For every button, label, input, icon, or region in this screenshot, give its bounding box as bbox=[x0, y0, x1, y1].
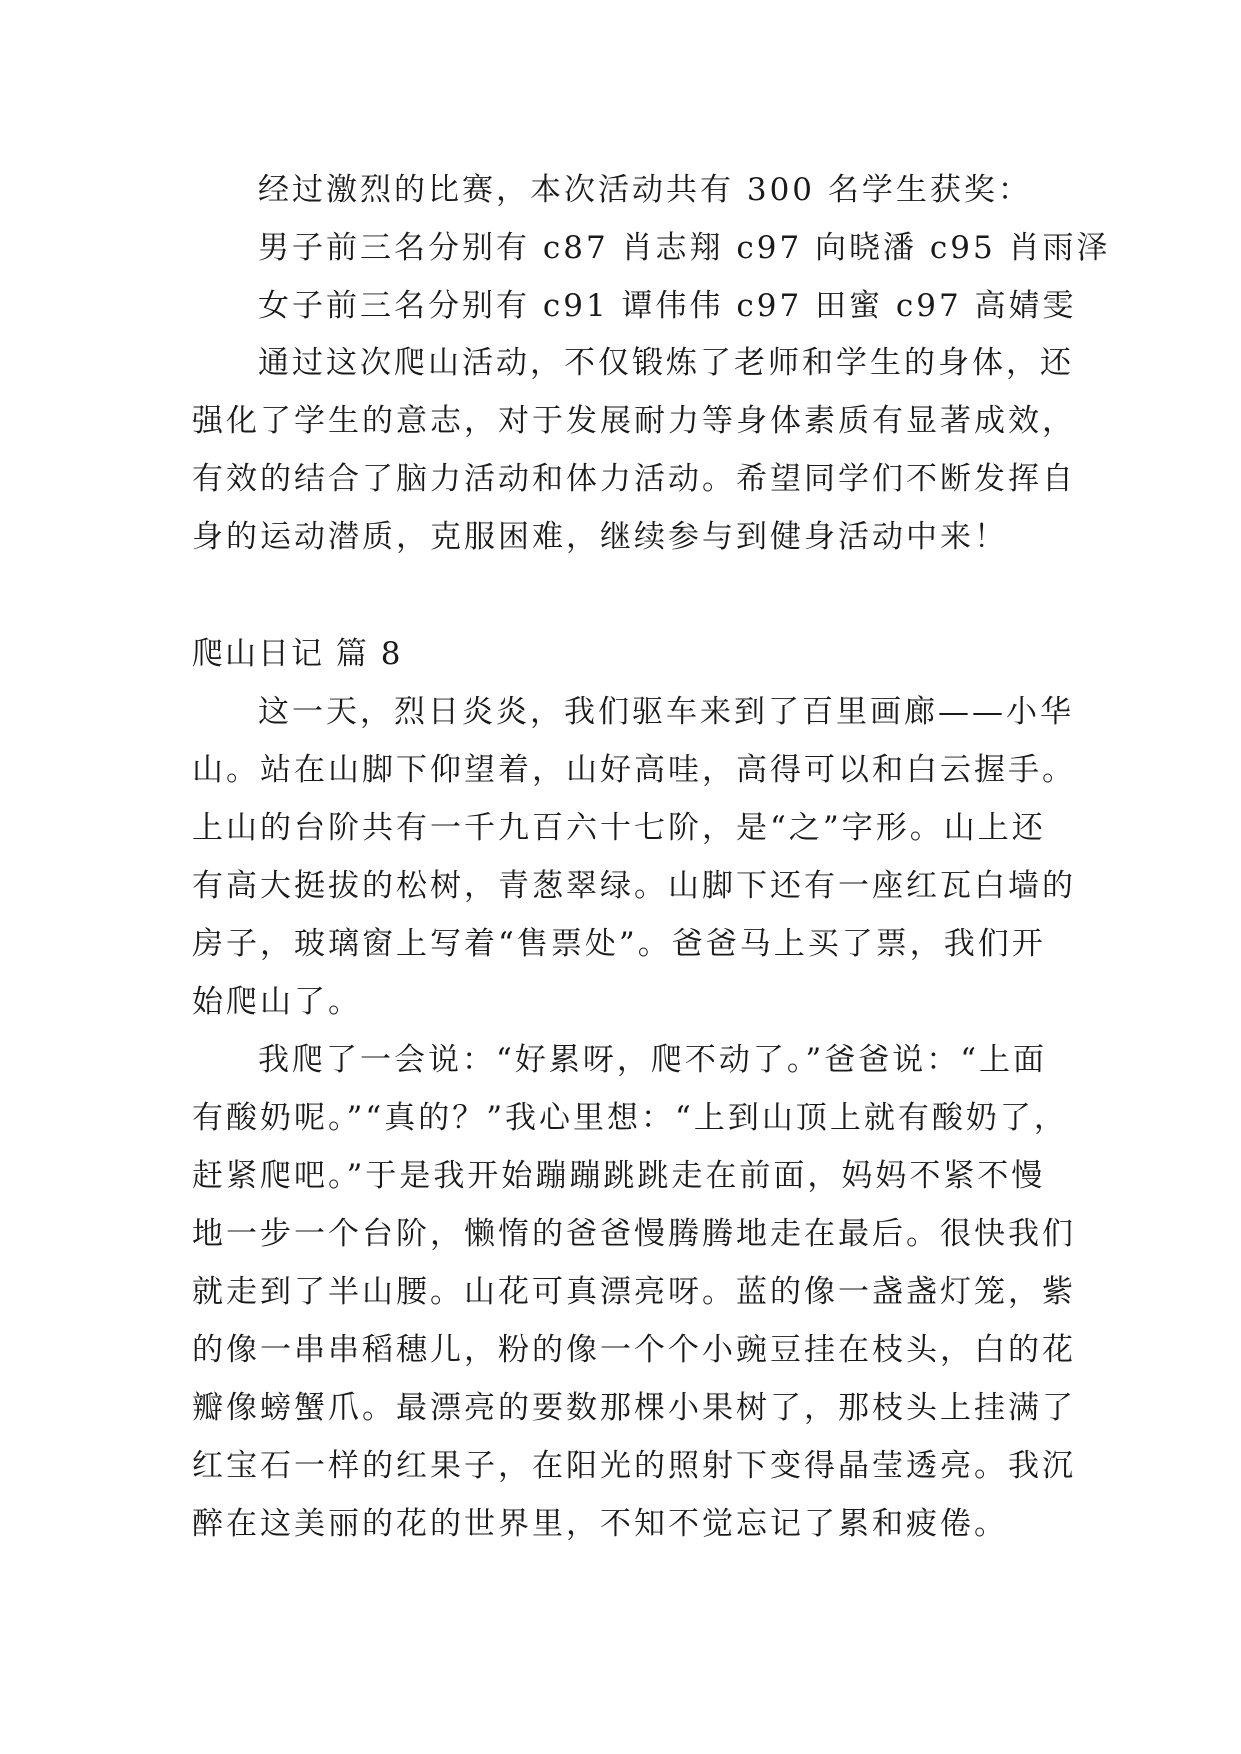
closing-paragraph-line: 通过这次爬山活动，不仅锻炼了老师和学生的身体，还 bbox=[258, 345, 1074, 381]
paragraph-2-line: 我爬了一会说：“好累呀，爬不动了。”爸爸说：“上面 bbox=[258, 1042, 1048, 1078]
paragraph-2-line: 的像一串串稻穗儿，粉的像一个个小豌豆挂在枝头，白的花 bbox=[192, 1332, 1076, 1368]
paragraph-1-line: 山。站在山脚下仰望着，山好高哇，高得可以和白云握手。 bbox=[192, 752, 1076, 788]
award-intro-line: 经过激烈的比赛，本次活动共有 300 名学生获奖： bbox=[258, 172, 1032, 208]
section-title: 爬山日记 篇 8 bbox=[192, 636, 403, 672]
paragraph-1-line: 有高大挺拔的松树，青葱翠绿。山脚下还有一座红瓦白墙的 bbox=[192, 868, 1076, 904]
boys-winners-line: 男子前三名分别有 c87 肖志翔 c97 向晓潘 c95 肖雨泽 bbox=[258, 230, 1111, 266]
paragraph-1-line: 上山的台阶共有一千九百六十七阶，是“之”字形。山上还 bbox=[192, 810, 1046, 846]
paragraph-2-line: 瓣像螃蟹爪。最漂亮的要数那棵小果树了，那枝头上挂满了 bbox=[192, 1390, 1076, 1426]
paragraph-2-line: 有酸奶呢。”“真的？”我心里想：“上到山顶上就有酸奶了， bbox=[192, 1100, 1068, 1136]
paragraph-2-line: 赶紧爬吧。”于是我开始蹦蹦跳跳走在前面，妈妈不紧不慢 bbox=[192, 1158, 1046, 1194]
closing-paragraph-line: 有效的结合了脑力活动和体力活动。希望同学们不断发挥自 bbox=[192, 461, 1076, 497]
closing-paragraph-line: 身的运动潜质，克服困难，继续参与到健身活动中来！ bbox=[192, 519, 1008, 555]
paragraph-2-line: 地一步一个台阶，懒惰的爸爸慢腾腾地走在最后。很快我们 bbox=[192, 1216, 1076, 1252]
paragraph-2-line: 就走到了半山腰。山花可真漂亮呀。蓝的像一盏盏灯笼，紫 bbox=[192, 1274, 1076, 1310]
girls-winners-line: 女子前三名分别有 c91 谭伟伟 c97 田蜜 c97 高婧雯 bbox=[258, 288, 1077, 324]
paragraph-1-line: 始爬山了。 bbox=[192, 984, 362, 1020]
paragraph-1-line: 这一天，烈日炎炎，我们驱车来到了百里画廊——小华 bbox=[258, 694, 1074, 730]
paragraph-1-line: 房子，玻璃窗上写着“售票处”。爸爸马上买了票，我们开 bbox=[192, 926, 1046, 962]
paragraph-2-line: 红宝石一样的红果子，在阳光的照射下变得晶莹透亮。我沉 bbox=[192, 1448, 1076, 1484]
closing-paragraph-line: 强化了学生的意志，对于发展耐力等身体素质有显著成效， bbox=[192, 403, 1076, 439]
paragraph-2-line: 醉在这美丽的花的世界里，不知不觉忘记了累和疲倦。 bbox=[192, 1506, 1008, 1542]
